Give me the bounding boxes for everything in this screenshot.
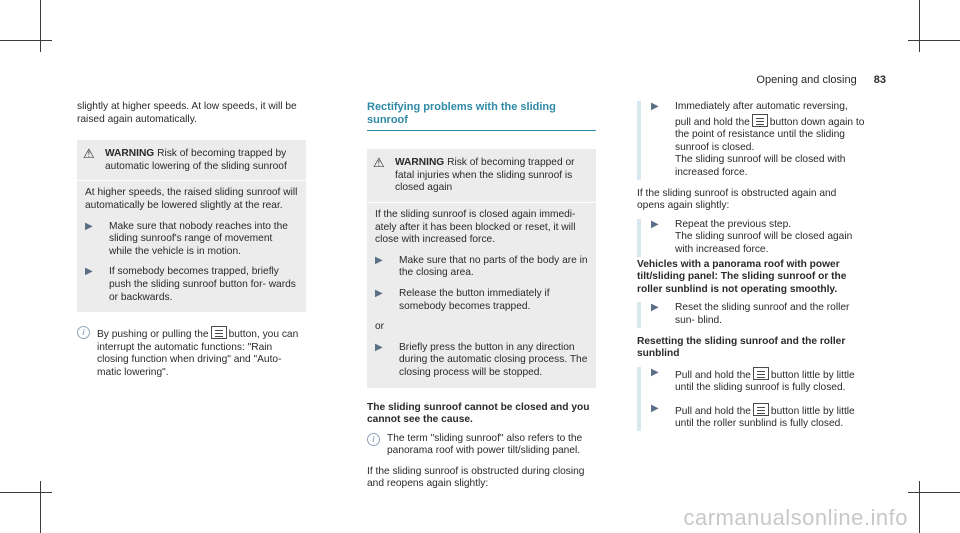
warning-body (367, 203, 596, 388)
arrow-icon: ▶ (85, 220, 93, 232)
arrow-icon: ▶ (651, 366, 659, 378)
list-item (651, 367, 866, 395)
step-result: The sliding sunroof will be closed again with increased force. (675, 231, 853, 255)
step-bar (637, 101, 866, 180)
list-item (85, 221, 298, 259)
note-before: By pushing or pulling the (97, 329, 209, 341)
step-bar (637, 367, 866, 431)
list-item (651, 302, 866, 327)
column-2 (367, 101, 596, 499)
body-text: If the sliding sunroof is obstructed during closing and reopens again slightly: (367, 465, 585, 490)
warning-title: Risk of becoming trapped by automatic lowering of the sliding sunroof (105, 148, 287, 172)
section-title: Opening and closing (756, 74, 857, 86)
step-body (675, 403, 866, 431)
warning-header (77, 140, 306, 181)
list-item (651, 403, 866, 431)
crop-mark (908, 492, 960, 493)
sunroof-button-icon (753, 367, 769, 380)
warning-text: If the sliding sunroof is closed again immedi- ately after it has been blocked or reset, it will close with increased force. (375, 208, 576, 246)
list-item (651, 219, 866, 257)
list-item (375, 255, 588, 280)
crop-mark (919, 481, 920, 533)
warning-label: WARNING (105, 148, 155, 160)
step-text: If somebody becomes trapped, briefly push the sliding sunroof button for- wards or backwards. (109, 266, 296, 303)
arrow-icon: ▶ (375, 341, 383, 353)
step-after: button down again to the point of resistance until the sliding sunroof is closed. (675, 116, 865, 153)
arrow-icon: ▶ (651, 302, 659, 314)
crop-mark (919, 0, 920, 52)
warning-box (367, 149, 596, 387)
sunroof-button-icon (211, 326, 227, 339)
warning-body (77, 181, 306, 312)
warning-triangle-icon: ⚠ (83, 146, 95, 162)
body-text: If the sliding sunroof is obstructed again and opens again slightly: (637, 187, 837, 212)
step-text: Release the button immediately if somebody becomes trapped. (399, 287, 550, 312)
step-text: Repeat the previous step. (675, 218, 792, 230)
intro-text: slightly at higher speeds. At low speeds, it will be raised again automatically. (77, 101, 297, 125)
crop-mark (40, 0, 41, 52)
page-number: 83 (873, 74, 886, 86)
list-item (375, 288, 588, 313)
arrow-icon: ▶ (651, 101, 659, 112)
info-icon: i (77, 326, 90, 339)
crop-mark (0, 492, 52, 493)
step-body (675, 219, 866, 257)
step-text: Make sure that nobody reaches into the sliding sunroof's range of movement while the vehicle is in motion. (109, 220, 288, 257)
or-text: or (375, 321, 385, 333)
step-text: Reset the sliding sunroof and the roller sun- blind. (675, 302, 850, 326)
step-text: Make sure that no parts of the body are in the closing area. (399, 254, 588, 279)
warning-title: Risk of becoming trapped or fatal injuries when the sliding sunroof is closed again (395, 157, 575, 194)
subheading: The sliding sunroof cannot be closed and you cannot see the cause. (367, 401, 590, 426)
warning-header (367, 149, 596, 203)
step-bar (637, 302, 866, 327)
subheading: Resetting the sliding sunroof and the roller sunblind (637, 335, 846, 360)
column-1 (77, 101, 306, 388)
arrow-icon: ▶ (651, 218, 659, 230)
info-icon: i (367, 433, 380, 446)
crop-mark (908, 40, 960, 41)
page-header (756, 74, 886, 87)
info-note (77, 326, 306, 379)
arrow-icon: ▶ (375, 254, 383, 266)
step-result: The sliding sunroof will be closed with increased force. (675, 154, 846, 178)
step-body (675, 367, 866, 395)
section-heading: Rectifying problems with the sliding sunroof (367, 101, 596, 131)
info-icon-wrap (77, 326, 97, 379)
warning-label: WARNING (395, 157, 445, 169)
note-text (97, 326, 306, 379)
step-before: Pull and hold the (675, 369, 751, 381)
step-before: Immediately after automatic reversing, pull and hold the (675, 101, 848, 128)
list-item (651, 101, 866, 180)
list-item (85, 266, 298, 304)
arrow-icon: ▶ (651, 402, 659, 414)
list-item (375, 342, 588, 380)
step-before: Pull and hold the (675, 405, 751, 417)
crop-mark (0, 40, 52, 41)
column-3 (637, 101, 866, 431)
warning-triangle-icon: ⚠ (373, 155, 385, 171)
step-text: Briefly press the button in any direction during the automatic closing process. The closing process will be stopped. (399, 341, 588, 378)
sunroof-button-icon (752, 114, 768, 127)
note-text: The term "sliding sunroof" also refers to the panorama roof with power tilt/sliding panel. (387, 432, 583, 457)
warning-title-wrap (395, 157, 588, 195)
watermark: carmanualsonline.info (683, 505, 908, 531)
note-after: button, you can interrupt the automatic functions: "Rain closing function when driving" and "Auto- matic lowering". (97, 329, 299, 378)
step-bar (637, 219, 866, 257)
step-body (675, 101, 866, 180)
step-after: button little by little until the sliding sunroof is fully closed. (675, 369, 855, 394)
arrow-icon: ▶ (85, 266, 93, 278)
info-note (367, 433, 596, 458)
warning-title-wrap (105, 148, 298, 173)
warning-box (77, 140, 306, 312)
info-icon-wrap (367, 433, 387, 458)
warning-text: At higher speeds, the raised sliding sunroof will automatically be lowered slightly at the rear. (85, 187, 298, 211)
sunroof-button-icon (753, 403, 769, 416)
arrow-icon: ▶ (375, 287, 383, 299)
crop-mark (40, 481, 41, 533)
subheading: Vehicles with a panorama roof with power tilt/sliding panel: The sliding sunroof or the roller sunblind is not operating smoothly. (637, 258, 847, 295)
step-after: button little by little until the roller sunblind is fully closed. (675, 405, 855, 430)
